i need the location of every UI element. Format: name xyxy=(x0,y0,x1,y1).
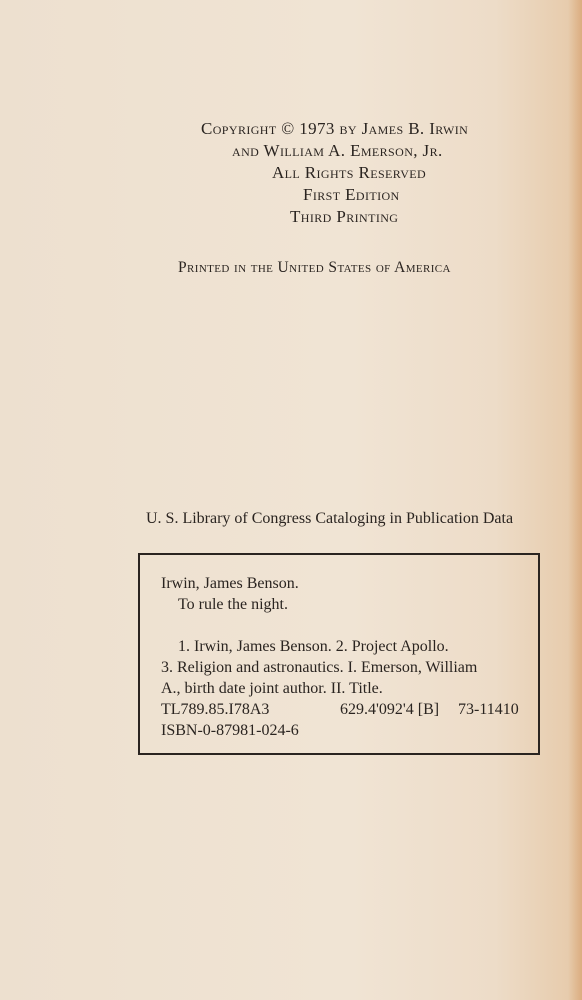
edition-line: First Edition xyxy=(303,185,400,204)
cip-call-number: TL789.85.I78A3 xyxy=(161,701,270,718)
page-edge-shading xyxy=(568,0,582,1000)
cip-isbn: ISBN-0-87981-024-6 xyxy=(161,722,299,739)
copyright-line: Copyright © 1973 by James B. Irwin xyxy=(201,119,469,138)
cip-dewey-number: 629.4'092'4 [B] xyxy=(340,701,440,718)
printing-line: Third Printing xyxy=(290,207,399,226)
cip-subject-line: 3. Religion and astronautics. I. Emerson, William xyxy=(161,659,478,676)
rights-line: All Rights Reserved xyxy=(272,163,427,182)
cip-subject-line: A., birth date joint author. II. Title. xyxy=(161,680,383,697)
cip-subject-line: 1. Irwin, James Benson. 2. Project Apollo. xyxy=(178,638,449,655)
cip-catalog-box xyxy=(138,553,540,755)
printed-in-line: Printed in the United States of America xyxy=(178,259,451,276)
cip-heading: U. S. Library of Congress Cataloging in Publication Data xyxy=(146,510,514,527)
cip-title: To rule the night. xyxy=(178,596,288,613)
coauthor-line: and William A. Emerson, Jr. xyxy=(232,141,443,160)
cip-lccn: 73-11410 xyxy=(458,701,519,718)
cip-author: Irwin, James Benson. xyxy=(161,575,299,592)
